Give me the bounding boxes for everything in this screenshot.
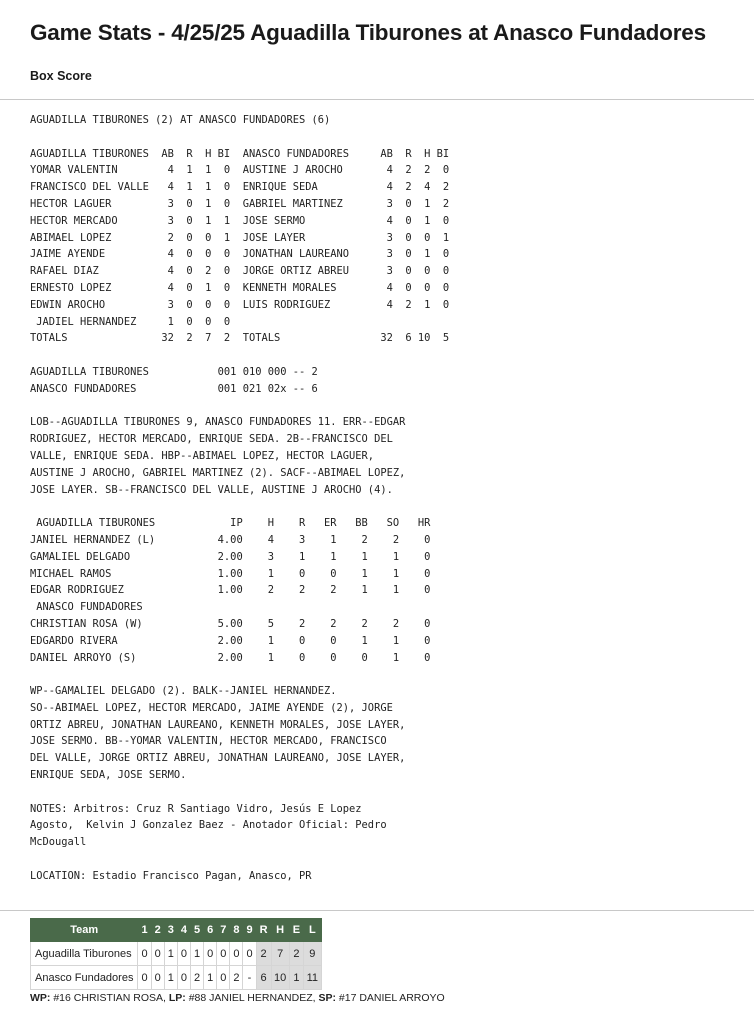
box-score-line: CHRISTIAN ROSA (W) 5.00 5 2 2 2 2 0 [30, 617, 431, 630]
box-score-line: McDougall [30, 836, 87, 849]
inning-score: 0 [177, 942, 190, 966]
header-7: 7 [217, 919, 230, 942]
total-score: 9 [304, 942, 321, 966]
box-score-line: JANIEL HERNANDEZ (L) 4.00 4 3 1 2 2 0 [30, 533, 431, 546]
box-score-line: AGUADILLA TIBURONES AB R H BI ANASCO FUNDADORES AB R H BI [30, 147, 450, 160]
header-8: 8 [230, 919, 243, 942]
header-4: 4 [177, 919, 190, 942]
inning-score: 0 [177, 966, 190, 990]
inning-score: - [243, 966, 256, 990]
total-score: 7 [271, 942, 289, 966]
box-score-line: EDGARDO RIVERA 2.00 1 0 0 1 1 0 [30, 634, 431, 647]
box-score-line: DANIEL ARROYO (S) 2.00 1 0 0 0 1 0 [30, 651, 431, 664]
linescore-row [31, 942, 322, 966]
box-score-line: ANASCO FUNDADORES 001 021 02x -- 6 [30, 382, 318, 395]
box-score-line: ORTIZ ABREU, JONATHAN LAUREANO, KENNETH MORALES, JOSE LAYER, [30, 718, 406, 731]
divider-bottom [0, 910, 754, 911]
total-score: 2 [256, 942, 271, 966]
linescore-row [31, 966, 322, 990]
box-score-line: HECTOR LAGUER 3 0 1 0 GABRIEL MARTINEZ 3 0 1 2 [30, 197, 450, 210]
box-score-line: NOTES: Arbitros: Cruz R Santiago Vidro, Jesús E Lopez [30, 802, 362, 815]
box-score-line: AGUADILLA TIBURONES (2) AT ANASCO FUNDADORES (6) [30, 114, 331, 126]
sp-label: SP: [318, 992, 336, 1004]
header-e: E [289, 919, 303, 942]
box-score-line: JAIME AYENDE 4 0 0 0 JONATHAN LAUREANO 3 0 1 0 [30, 248, 450, 261]
header-9: 9 [243, 919, 256, 942]
box-score-line: JOSE LAYER. SB--FRANCISCO DEL VALLE, AUSTINE J AROCHO (4). [30, 483, 393, 496]
inning-score: 1 [204, 966, 217, 990]
section-title: Box Score [30, 69, 92, 83]
header-r: R [256, 919, 271, 942]
box-score-line: LOB--AGUADILLA TIBURONES 9, ANASCO FUNDADORES 11. ERR--EDGAR [30, 416, 406, 429]
box-score-line: SO--ABIMAEL LOPEZ, HECTOR MERCADO, JAIME AYENDE (2), JORGE [30, 701, 393, 714]
box-score-line: MICHAEL RAMOS 1.00 1 0 0 1 1 0 [30, 567, 431, 580]
inning-score: 1 [164, 942, 177, 966]
inning-score: 0 [151, 942, 164, 966]
box-score-line: ANASCO FUNDADORES [30, 601, 143, 614]
header-3: 3 [164, 919, 177, 942]
header-1: 1 [138, 919, 151, 942]
box-score-line: RAFAEL DIAZ 4 0 2 0 JORGE ORTIZ ABREU 3 0 0 0 [30, 265, 450, 278]
inning-score: 2 [230, 966, 243, 990]
box-score-line: HECTOR MERCADO 3 0 1 1 JOSE SERMO 4 0 1 0 [30, 214, 450, 227]
box-score-line: DEL VALLE, JORGE ORTIZ ABREU, JONATHAN LAUREANO, JOSE LAYER, [30, 752, 406, 765]
inning-score: 0 [138, 966, 151, 990]
header-h: H [271, 919, 289, 942]
lp-value: #88 JANIEL HERNANDEZ, [185, 992, 319, 1004]
box-score-line: AGUADILLA TIBURONES IP H R ER BB SO HR [30, 517, 431, 530]
inning-score: 1 [164, 966, 177, 990]
box-score-line: EDGAR RODRIGUEZ 1.00 2 2 2 1 1 0 [30, 584, 431, 597]
pitcher-decisions [30, 992, 445, 1004]
header-l: L [304, 919, 321, 942]
header-5: 5 [190, 919, 203, 942]
page-title: Game Stats - 4/25/25 Aguadilla Tiburones at Anasco Fundadores [30, 20, 706, 45]
box-score-line: TOTALS 32 2 7 2 TOTALS 32 6 10 5 [30, 332, 450, 345]
total-score: 10 [271, 966, 289, 990]
lp-label: LP: [168, 992, 186, 1004]
box-score-line: VALLE, ENRIQUE SEDA. HBP--ABIMAEL LOPEZ, HECTOR LAGUER, [30, 449, 375, 462]
total-score: 11 [304, 966, 321, 990]
box-score-line: ENRIQUE SEDA, JOSE SERMO. [30, 769, 187, 782]
inning-score: 0 [204, 942, 217, 966]
box-score-line: GAMALIEL DELGADO 2.00 3 1 1 1 1 0 [30, 550, 431, 563]
total-score: 6 [256, 966, 271, 990]
box-score-line: AGUADILLA TIBURONES 001 010 000 -- 2 [30, 365, 318, 378]
box-score-line: JOSE SERMO. BB--YOMAR VALENTIN, HECTOR MERCADO, FRANCISCO [30, 735, 387, 748]
divider-top [0, 99, 754, 100]
header-team: Team [31, 919, 138, 942]
wp-value: #16 CHRISTIAN ROSA, [50, 992, 169, 1004]
box-score-line: ERNESTO LOPEZ 4 0 1 0 KENNETH MORALES 4 0 0 0 [30, 281, 450, 294]
inning-score: 0 [138, 942, 151, 966]
box-score-line: AUSTINE J AROCHO, GABRIEL MARTINEZ (2). SACF--ABIMAEL LOPEZ, [30, 466, 406, 479]
box-score-line: EDWIN AROCHO 3 0 0 0 LUIS RODRIGUEZ 4 2 1 0 [30, 298, 450, 311]
box-score-line: JADIEL HERNANDEZ 1 0 0 0 [30, 315, 231, 328]
team-name: Anasco Fundadores [31, 966, 138, 990]
box-score-line: RODRIGUEZ, HECTOR MERCADO, ENRIQUE SEDA. 2B--FRANCISCO DEL [30, 433, 393, 446]
box-score-line: WP--GAMALIEL DELGADO (2). BALK--JANIEL HERNANDEZ. [30, 685, 337, 698]
box-score-line: YOMAR VALENTIN 4 1 1 0 AUSTINE J AROCHO 4 2 2 0 [30, 164, 450, 177]
inning-score: 1 [190, 942, 203, 966]
box-score-line: LOCATION: Estadio Francisco Pagan, Anasco, PR [30, 869, 312, 882]
total-score: 1 [289, 966, 303, 990]
linescore-header-row [31, 919, 322, 942]
header-6: 6 [204, 919, 217, 942]
inning-score: 0 [217, 942, 230, 966]
inning-score: 0 [243, 942, 256, 966]
team-name: Aguadilla Tiburones [31, 942, 138, 966]
wp-label: WP: [30, 992, 51, 1004]
inning-score: 2 [190, 966, 203, 990]
inning-score: 0 [151, 966, 164, 990]
inning-score: 0 [230, 942, 243, 966]
linescore-table [30, 918, 322, 990]
header-2: 2 [151, 919, 164, 942]
inning-score: 0 [217, 966, 230, 990]
sp-value: #17 DANIEL ARROYO [335, 992, 445, 1004]
box-score-text [30, 112, 449, 885]
box-score-line: Agosto, Kelvin J Gonzalez Baez - Anotador Oficial: Pedro [30, 819, 387, 832]
box-score-line: FRANCISCO DEL VALLE 4 1 1 0 ENRIQUE SEDA 4 2 4 2 [30, 181, 450, 194]
box-score-line: ABIMAEL LOPEZ 2 0 0 1 JOSE LAYER 3 0 0 1 [30, 231, 450, 244]
total-score: 2 [289, 942, 303, 966]
